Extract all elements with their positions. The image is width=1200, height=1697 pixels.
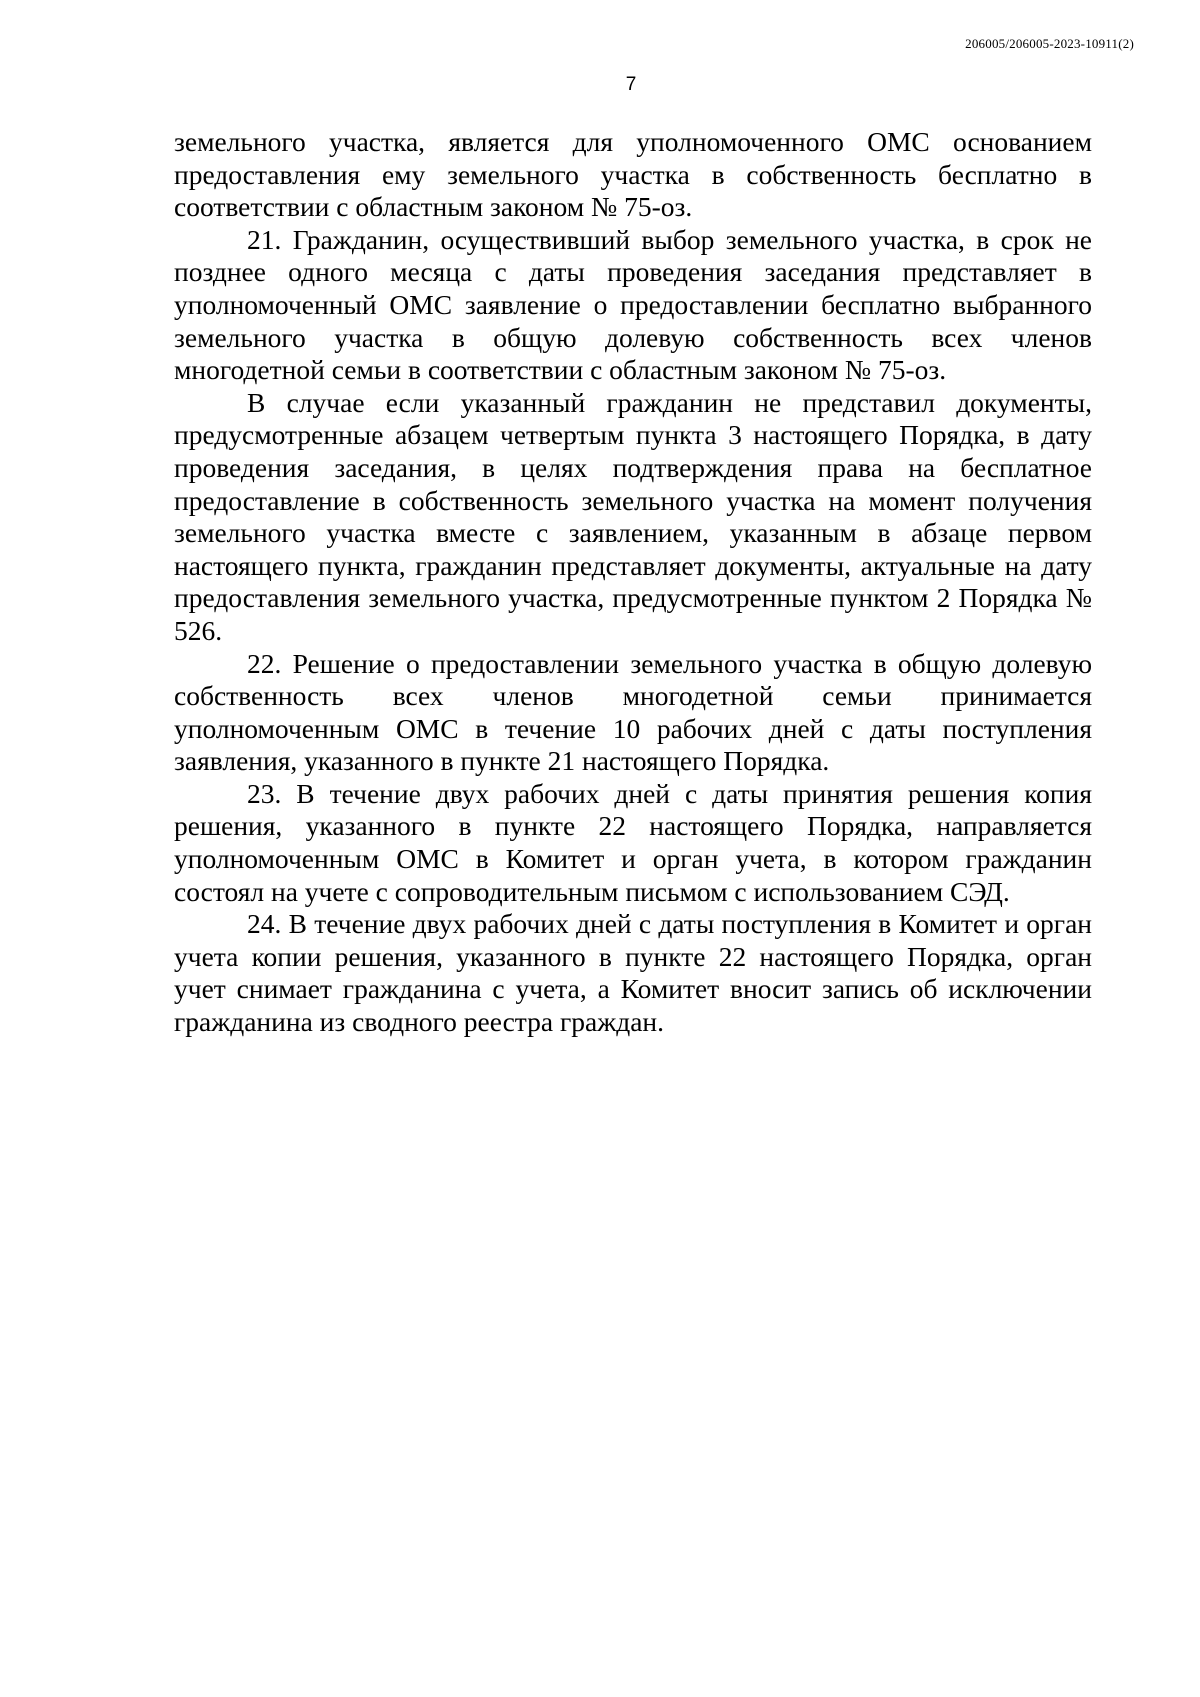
- document-body: [174, 126, 1092, 1039]
- page-number: 7: [625, 74, 637, 95]
- paragraph-item-24: 24. В течение двух рабочих дней с даты поступления в Комитет и орган учета копии решения, указанного в пункте 22 настоящего Порядка, орган учет снимает гражданина с учета, а Комитет вносит запись об исключении гражданина из сводного реестра граждан.: [174, 908, 1092, 1038]
- paragraph-continuation: земельного участка, является для уполномоченного ОМС основанием предоставления ему земельного участка в собственность бесплатно в соответствии с областным законом № 75-оз.: [174, 126, 1092, 223]
- paragraph-item-22: 22. Решение о предоставлении земельного участка в общую долевую собственность всех членов многодетной семьи принимается уполномоченным ОМС в течение 10 рабочих дней с даты поступления заявления, указанного в пункте 21 настоящего Порядка.: [174, 647, 1092, 777]
- paragraph-item-21-case: В случае если указанный гражданин не представил документы, предусмотренные абзацем четвертым пункта 3 настоящего Порядка, в дату проведения заседания, в целях подтверждения права на бесплатное предоставление в собственность земельного участка на момент получения земельного участка вместе с заявлением, указанным в абзаце первом настоящего пункта, гражданин представляет документы, актуальные на дату предоставления земельного участка, предусмотренные пунктом 2 Порядка № 526.: [174, 386, 1092, 646]
- paragraph-item-21: 21. Гражданин, осуществивший выбор земельного участка, в срок не позднее одного месяца с даты проведения заседания представляет в уполномоченный ОМС заявление о предоставлении бесплатно выбранного земельного участка в общую долевую собственность всех членов многодетной семьи в соответствии с областным законом № 75-оз.: [174, 223, 1092, 386]
- document-id: 206005/206005-2023-10911(2): [965, 36, 1134, 51]
- paragraph-item-23: 23. В течение двух рабочих дней с даты принятия решения копия решения, указанного в пункте 22 настоящего Порядка, направляется уполномоченным ОМС в Комитет и орган учета, в котором гражданин состоял на учете с сопроводительным письмом с использованием СЭД.: [174, 777, 1092, 907]
